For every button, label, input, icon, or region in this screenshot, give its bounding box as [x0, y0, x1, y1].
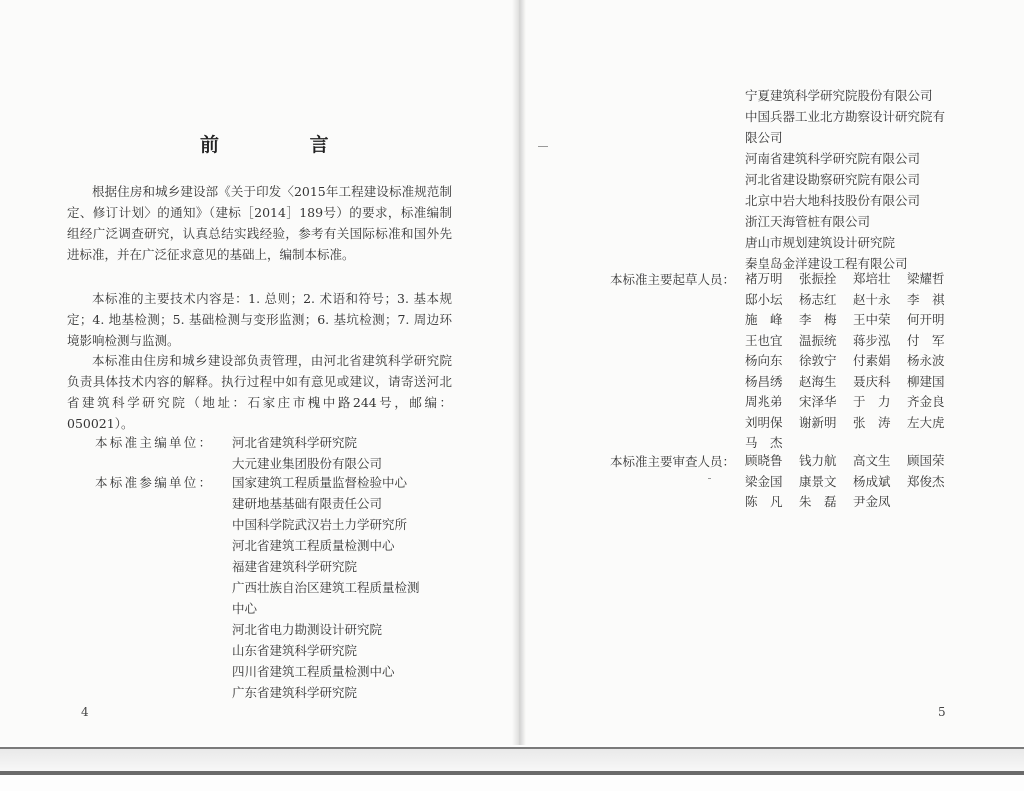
page-bottom-edge — [0, 745, 1024, 791]
drafter-row — [745, 310, 961, 331]
participant-unit: 河北省电力勘测设计研究院 — [232, 622, 383, 637]
drafter-name: 齐金良 — [907, 394, 945, 409]
reviewer-label: 本标准主要审查人员： — [610, 454, 736, 469]
drafter-name: 周兆弟 — [745, 394, 783, 409]
participant-unit: 中国科学院武汉岩土力学研究所 — [232, 517, 408, 532]
participant-unit: 秦皇岛金洋建设工程有限公司 — [745, 256, 908, 271]
drafter-row — [745, 331, 961, 352]
participant-unit: 建研地基基础有限责任公司 — [232, 496, 383, 511]
scan-mark — [538, 146, 548, 147]
drafter-name: 梁耀哲 — [907, 271, 945, 286]
reviewer-name: 钱力航 — [799, 453, 837, 468]
participant-unit: 四川省建筑工程质量检测中心 — [232, 664, 395, 679]
drafter-name: 王中荣 — [853, 312, 891, 327]
participant-unit: 宁夏建筑科学研究院股份有限公司 — [745, 88, 933, 103]
drafter-name: 褚万明 — [745, 271, 783, 286]
participant-unit: 福建省建筑科学研究院 — [232, 559, 358, 574]
drafter-name: 王也宜 — [745, 332, 783, 348]
chief-unit: 河北省建筑科学研究院 — [232, 435, 358, 450]
drafter-name: 马 杰 — [745, 435, 783, 450]
drafter-row — [745, 372, 961, 393]
preface-paragraph-3: 本标准由住房和城乡建设部负责管理，由河北省建筑科学研究院负责具体技术内容的解释。执行过程中如有意见或建议，请寄送河北省建筑科学研究院（地址：石家庄市槐中路244号，邮编：050021）。 — [67, 353, 452, 431]
drafter-name: 李 祺 — [907, 291, 945, 307]
page-number-right: 5 — [938, 705, 946, 719]
drafter-name: 杨向东 — [745, 353, 783, 368]
drafter-name: 赵十永 — [853, 291, 891, 307]
participant-unit: 唐山市规划建筑设计研究院 — [745, 235, 896, 250]
reviewer-name: 尹金凤 — [853, 494, 891, 509]
participant-unit: 国家建筑工程质量监督检验中心 — [232, 475, 408, 490]
participant-unit: 中心 — [232, 601, 258, 616]
drafter-name: 施 峰 — [745, 312, 783, 327]
drafter-name: 邸小坛 — [745, 291, 783, 307]
drafter-name-list — [745, 269, 961, 454]
reviewer-name: 梁金国 — [745, 473, 783, 489]
drafter-name: 谢新明 — [799, 414, 837, 430]
drafter-row — [745, 269, 961, 290]
drafter-name: 聂庆科 — [853, 373, 891, 389]
participant-unit: 限公司 — [745, 130, 783, 145]
drafter-name: 付 军 — [907, 332, 945, 348]
drafter-name: 宋泽华 — [799, 394, 837, 409]
preface-paragraph-2: 本标准的主要技术内容是：1. 总则；2. 术语和符号；3. 基本规定；4. 地基检测；5. 基础检测与变形监测；6. 基坑检测；7. 周边环境影响检测与监测。 — [67, 291, 452, 348]
page-number-left: 4 — [81, 705, 89, 719]
drafter-name: 杨永波 — [907, 353, 945, 368]
participant-unit: 河北省建筑工程质量检测中心 — [232, 538, 395, 553]
participant-unit: 北京中岩大地科技股份有限公司 — [745, 193, 921, 208]
participant-unit-label: 本标准参编单位： — [95, 475, 214, 490]
participant-unit: 浙江天海管桩有限公司 — [745, 214, 871, 229]
drafter-name: 于 力 — [853, 394, 891, 409]
chief-unit-list — [232, 432, 382, 474]
reviewer-row — [745, 492, 961, 513]
chief-unit: 大元建业集团股份有限公司 — [232, 456, 383, 471]
drafter-row — [745, 392, 961, 413]
reviewer-name-list — [745, 451, 961, 513]
participant-unit: 山东省建筑科学研究院 — [232, 643, 358, 658]
drafter-name: 徐敦宁 — [799, 353, 837, 368]
reviewer-name: 高文生 — [853, 453, 891, 468]
reviewer-name: 朱 磊 — [799, 494, 837, 509]
drafter-name: 赵海生 — [799, 373, 837, 389]
participant-unit-list — [232, 472, 420, 703]
drafter-name: 张振拴 — [799, 271, 837, 286]
page-title: 前 言 — [200, 134, 371, 156]
reviewer-row — [745, 451, 961, 472]
reviewer-name: 陈 凡 — [745, 494, 783, 509]
reviewer-name: 杨成斌 — [853, 473, 891, 489]
drafter-name: 蒋步泓 — [853, 332, 891, 348]
participant-unit: 广东省建筑科学研究院 — [232, 685, 358, 700]
drafter-row — [745, 290, 961, 311]
drafter-name: 温振统 — [799, 332, 837, 348]
participant-unit: 河南省建筑科学研究院有限公司 — [745, 151, 921, 166]
drafter-name: 刘明保 — [745, 414, 783, 430]
participant-unit: 河北省建设勘察研究院有限公司 — [745, 172, 921, 187]
reviewer-name: 顾晓鲁 — [745, 453, 783, 468]
drafter-row — [745, 351, 961, 372]
preface-paragraph-1: 根据住房和城乡建设部《关于印发〈2015年工程建设标准规范制定、修订计划〉的通知》（建标［2014］189号）的要求，标准编制组经广泛调查研究，认真总结实践经验，参考有关国际标准和国外先进标准，并在广泛征求意见的基础上，编制本标准。 — [67, 184, 452, 262]
reviewer-row — [745, 472, 961, 493]
drafter-name: 左大虎 — [907, 414, 945, 430]
participant-unit: 广西壮族自治区建筑工程质量检测 — [232, 580, 420, 595]
drafter-name: 柳建国 — [907, 373, 945, 389]
drafter-name: 何开明 — [907, 312, 945, 327]
book-gutter — [512, 0, 526, 745]
drafter-label: 本标准主要起草人员： — [610, 272, 736, 287]
drafter-row — [745, 413, 961, 434]
chief-unit-label: 本标准主编单位： — [95, 435, 214, 450]
drafter-name: 杨昌绣 — [745, 373, 783, 389]
reviewer-name: 顾国荣 — [907, 453, 945, 468]
drafter-name: 张 涛 — [853, 414, 891, 430]
participant-unit-list-continued — [745, 85, 945, 274]
drafter-name: 郑培壮 — [853, 271, 891, 286]
scan-mark — [708, 478, 711, 479]
drafter-name: 付素娟 — [853, 353, 891, 368]
participant-unit: 中国兵器工业北方勘察设计研究院有 — [745, 109, 946, 124]
reviewer-name: 康景文 — [799, 473, 837, 489]
reviewer-name: 郑俊杰 — [907, 473, 945, 489]
drafter-name: 杨志红 — [799, 291, 837, 307]
drafter-name: 李 梅 — [799, 312, 837, 327]
